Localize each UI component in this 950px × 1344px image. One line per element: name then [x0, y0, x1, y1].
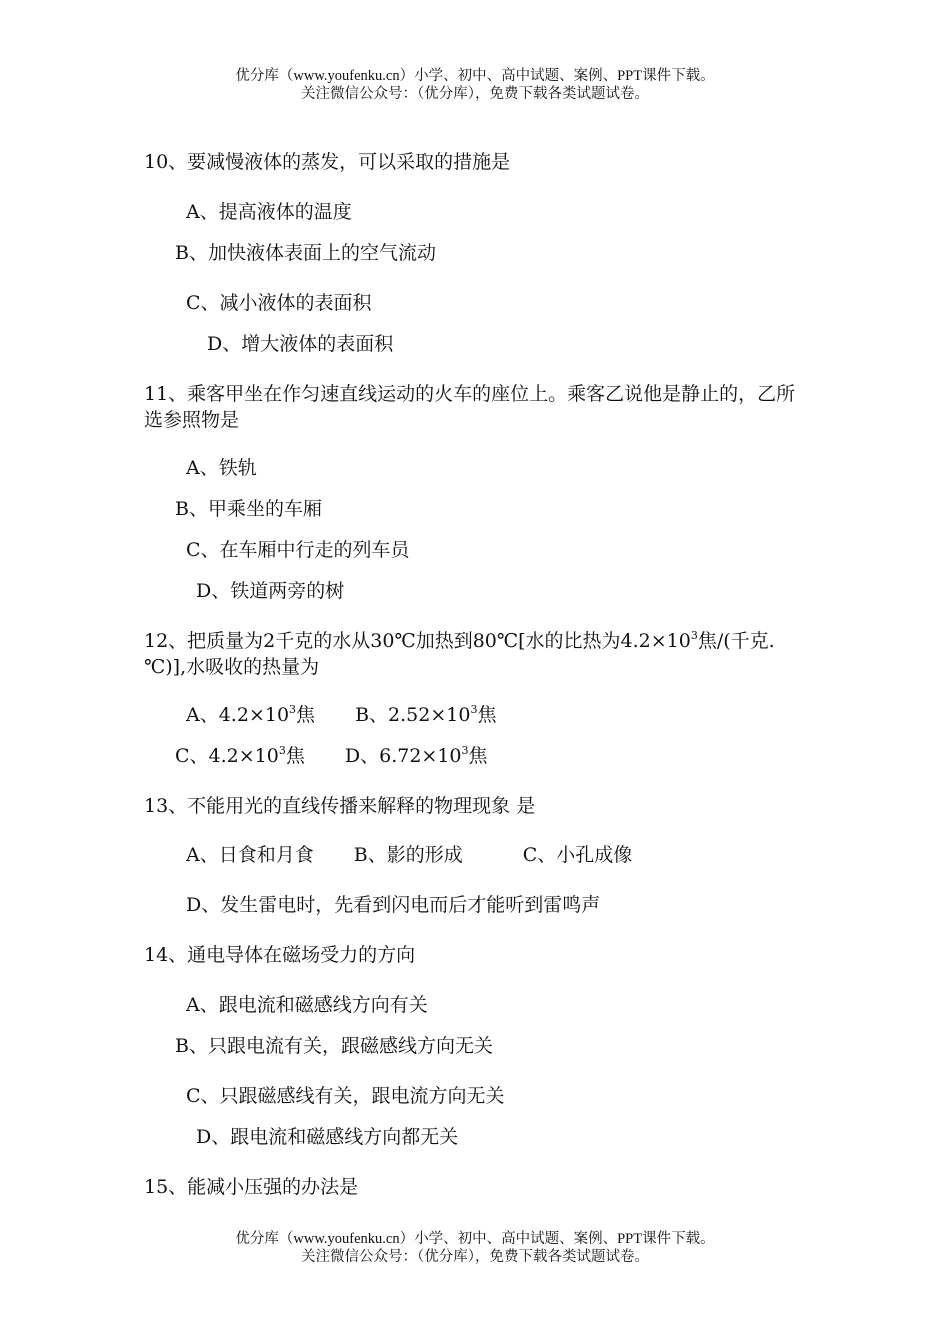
question-11-option-a: A、铁轨: [186, 457, 257, 479]
question-13-option-a: A、日食和月食: [186, 844, 314, 866]
question-13-option-b: B、影的形成: [353, 844, 463, 866]
question-12-stem-part2: 焦/(千克.℃)],水吸收的热量为: [144, 630, 775, 678]
question-11-option-b: B、甲乘坐的车厢: [175, 498, 322, 520]
question-12-stem-part1: 12、把质量为2千克的水从30℃加热到80℃[水的比热为4.2×10: [144, 630, 691, 652]
question-14-option-b: B、只跟电流有关，跟磁感线方向无关: [175, 1035, 493, 1057]
question-12-option-b: B、$2.52\times 10^3$焦: [355, 703, 497, 726]
question-13-option-d: D、发生雷电时，先看到闪电而后才能听到雷鸣声: [186, 894, 601, 916]
footer-line-2: 关注微信公众号：（优分库），免费下载各类试题试卷。: [301, 1249, 649, 1265]
question-12-option-a: A、$4.2\times 10^3$焦: [186, 703, 316, 726]
question-10-option-d: D、增大液体的表面积: [207, 333, 394, 355]
question-11-option-c: C、在车厢中行走的列车员: [186, 539, 410, 561]
question-12-stem-exponent: 3: [690, 629, 698, 642]
footer-line-1: 优分库（www.youfenku.cn）小学、初中、高中试题、案例、PPT课件下载。: [235, 1231, 715, 1247]
question-12-options-row-1: [186, 702, 496, 728]
header-line-2: 关注微信公众号：（优分库），免费下载各类试题试卷。: [301, 86, 649, 102]
page-footer: [0, 1230, 950, 1266]
question-11-option-d: D、铁道两旁的树: [196, 580, 345, 602]
question-14-stem: 14、通电导体在磁场受力的方向: [144, 944, 416, 966]
question-13-options-row-1: [186, 842, 632, 868]
question-10-stem: 10、要减慢液体的蒸发，可以采取的措施是: [144, 151, 511, 173]
question-10-option-c: C、减小液体的表面积: [186, 292, 372, 314]
question-14-option-c: C、只跟磁感线有关，跟电流方向无关: [186, 1085, 505, 1107]
question-10-option-b: B、加快液体表面上的空气流动: [175, 242, 436, 264]
question-12-option-c: C、$4.2\times 10^3$焦: [175, 744, 305, 767]
question-11-stem: 11、乘客甲坐在作匀速直线运动的火车的座位上。乘客乙说他是静止的，乙所选参照物是: [144, 383, 796, 431]
page-header: [0, 67, 950, 103]
header-line-1: 优分库（www.youfenku.cn）小学、初中、高中试题、案例、PPT课件下载。: [235, 68, 715, 84]
question-12-options-row-2: [175, 743, 488, 769]
question-14-option-a: A、跟电流和磁感线方向有关: [186, 994, 428, 1016]
question-14-option-d: D、跟电流和磁感线方向都无关: [196, 1126, 459, 1148]
question-12-option-d: D、$6.72\times 10^3$焦: [344, 744, 488, 767]
question-13-option-c: C、小孔成像: [522, 844, 633, 866]
question-13-stem: 13、不能用光的直线传播来解释的物理现象 是: [144, 795, 536, 817]
question-10-option-a: A、提高液体的温度: [186, 201, 352, 223]
question-15-stem: 15、能减小压强的办法是: [144, 1176, 359, 1198]
question-12-stem: [144, 628, 804, 680]
